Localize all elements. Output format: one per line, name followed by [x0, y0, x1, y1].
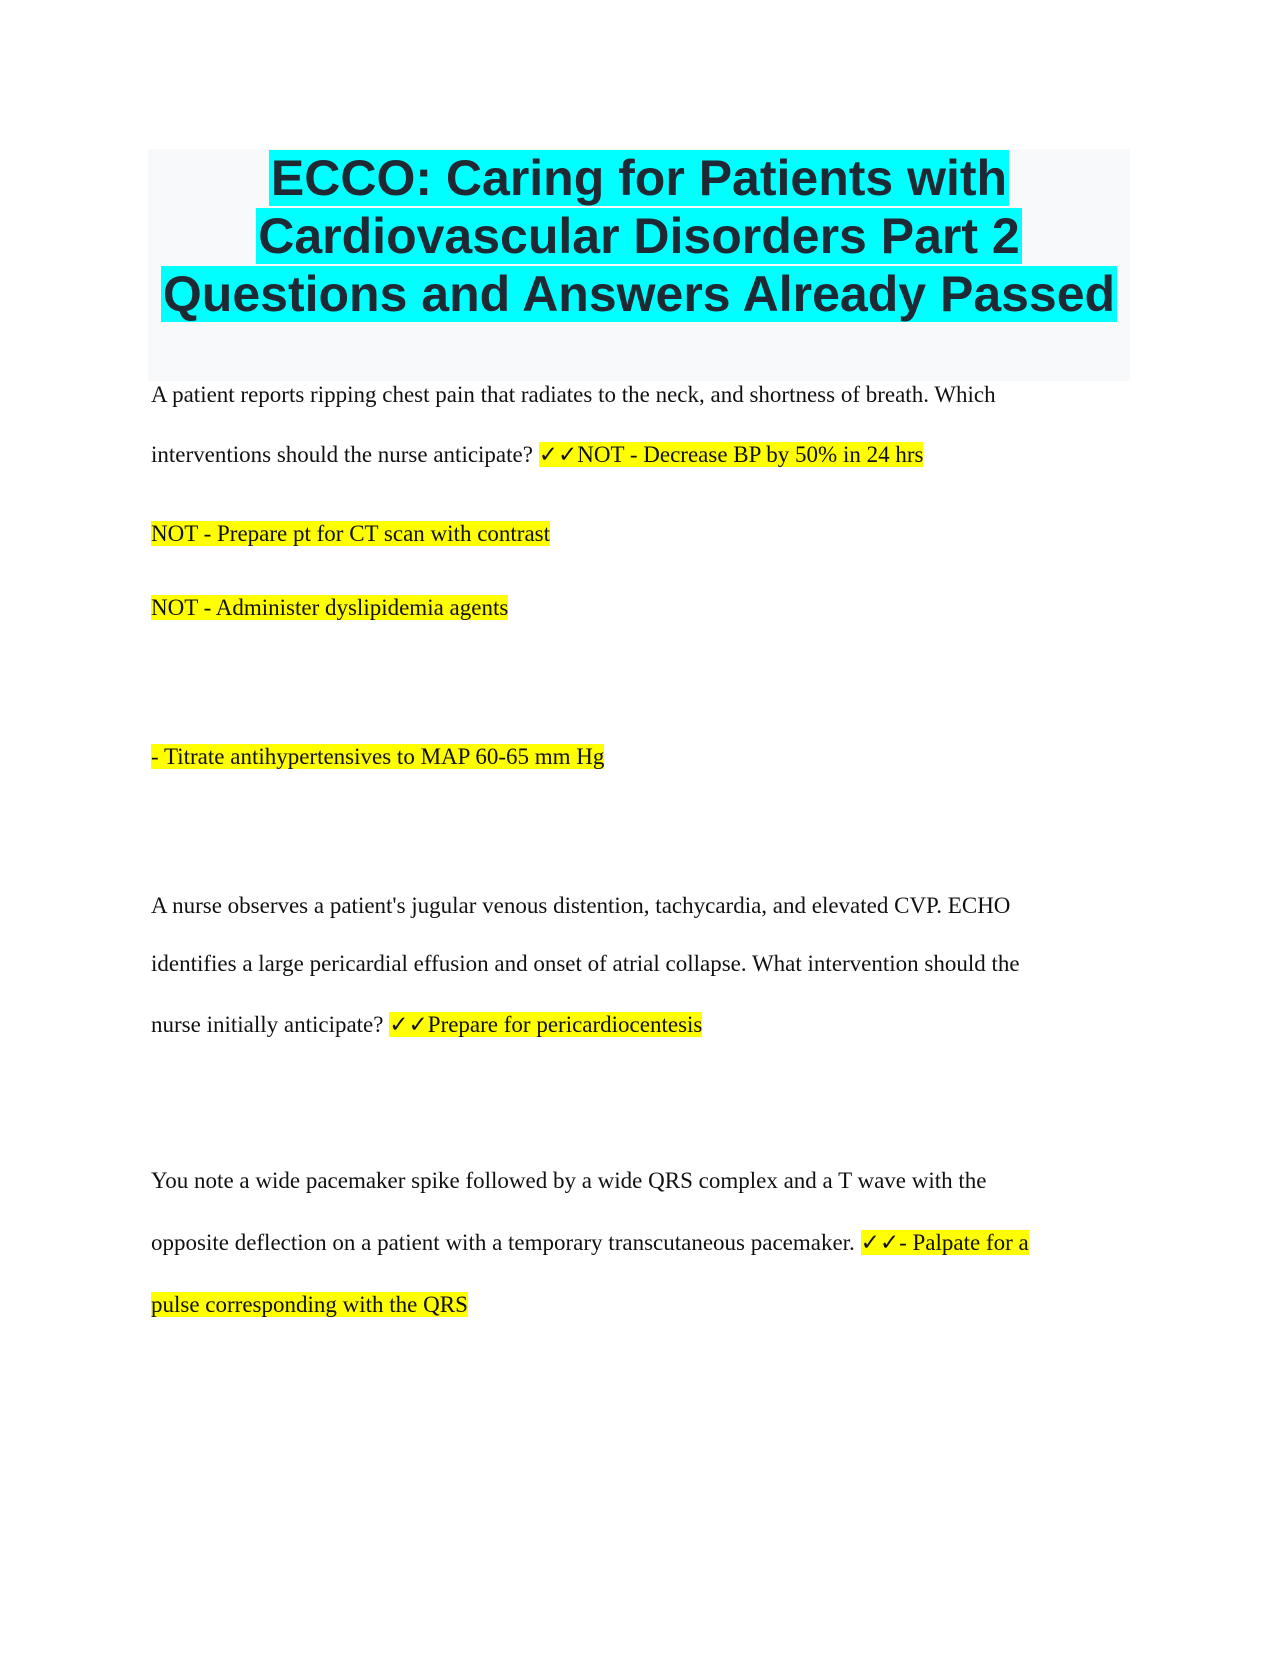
question-2-text: nurse initially anticipate? [151, 1012, 384, 1037]
title-line-2: Cardiovascular Disorders Part 2 [258, 208, 1020, 264]
question-1-line-1: A patient reports ripping chest pain that radiates to the neck, and shortness of breath. Which [151, 382, 996, 407]
question-2-line-1: A nurse observes a patient's jugular venous distention, tachycardia, and elevated CVP. ECHO [151, 893, 1011, 918]
answer-3-inline: ✓✓- Palpate for a [860, 1230, 1029, 1255]
answer-2-inline: ✓✓Prepare for pericardiocentesis [389, 1012, 703, 1037]
answer-3-continuation: pulse corresponding with the QRS [151, 1292, 468, 1317]
question-3-line-2 [151, 1228, 1029, 1258]
title-line-1: ECCO: Caring for Patients with [270, 150, 1008, 206]
title-line-3: Questions and Answers Already Passed [162, 266, 1116, 322]
answer-1-inline: ✓✓NOT - Decrease BP by 50% in 24 hrs [538, 442, 924, 467]
question-2-line-2: identifies a large pericardial effusion and onset of atrial collapse. What intervention should the [151, 951, 1020, 976]
answer-1-line-3: - Titrate antihypertensives to MAP 60-65 mm Hg [151, 744, 605, 769]
question-3-text: opposite deflection on a patient with a temporary transcutaneous pacemaker. [151, 1230, 855, 1255]
question-2-line-3 [151, 1010, 702, 1040]
question-3-line-1: You note a wide pacemaker spike followed by a wide QRS complex and a T wave with the [151, 1168, 987, 1193]
question-1-line-2 [151, 440, 923, 470]
document-title [148, 149, 1130, 323]
question-1-text: interventions should the nurse anticipate? [151, 442, 533, 467]
answer-1-line-1: NOT - Prepare pt for CT scan with contrast [151, 521, 550, 546]
answer-1-line-2: NOT - Administer dyslipidemia agents [151, 595, 509, 620]
